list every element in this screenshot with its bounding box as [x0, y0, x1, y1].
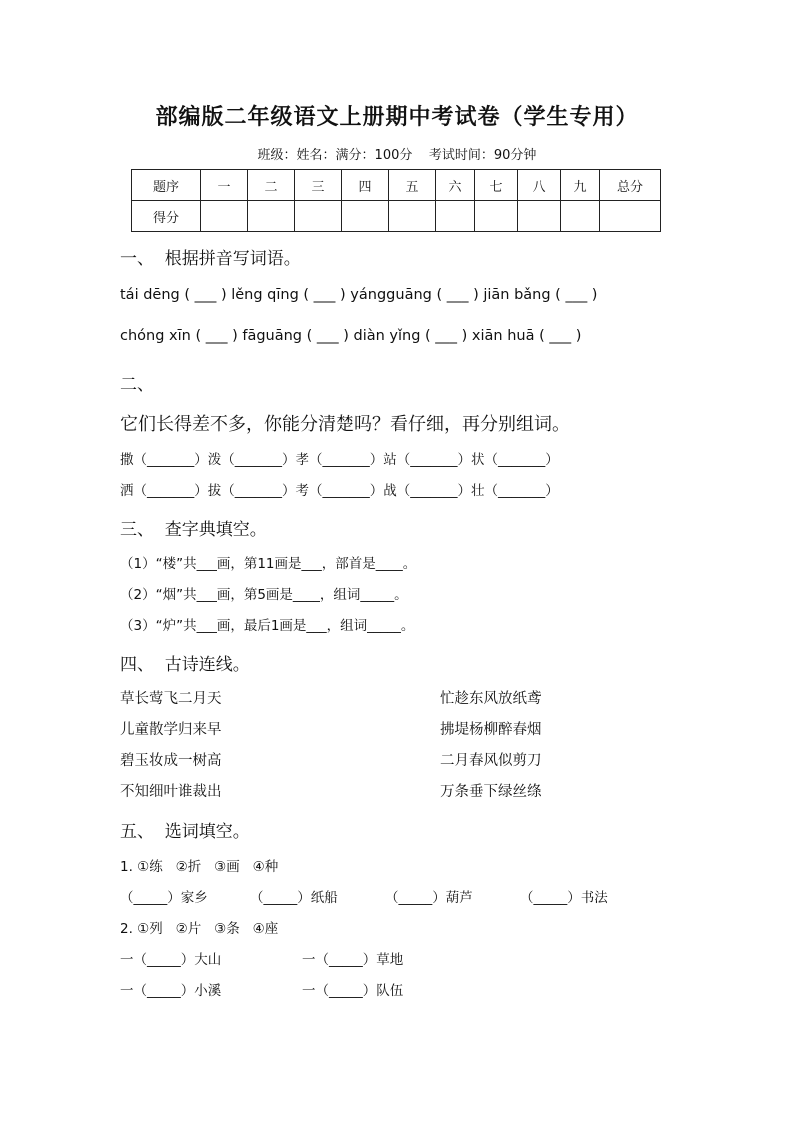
score-header-cell: 五 [389, 170, 436, 201]
section-2-heading: 二、 [120, 375, 154, 395]
q2-blank: 一（_____）小溪 [120, 983, 222, 999]
score-table-score-row [132, 201, 661, 232]
dictionary-item: （1）“楼”共___画，第11画是___，部首是____。 [120, 556, 417, 572]
exam-info: 班级：姓名：满分：100分 考试时间：90分钟 [257, 148, 537, 163]
dictionary-item: （3）“炉”共___画，最后1画是___，组词_____。 [120, 618, 415, 634]
score-cell[interactable] [600, 201, 661, 232]
score-header-cell: 四 [342, 170, 389, 201]
score-cell[interactable] [518, 201, 561, 232]
score-header-cell: 七 [475, 170, 518, 201]
score-cell[interactable] [475, 201, 518, 232]
section-1-heading: 一、 根据拼音写词语。 [120, 249, 301, 269]
score-table [131, 169, 661, 232]
poem-right-line: 万条垂下绿丝绦 [440, 784, 542, 800]
q2-blank: 一（_____）队伍 [302, 983, 404, 999]
section-4-heading: 四、 古诗连线。 [120, 655, 250, 675]
q1-blank: （_____）葫芦 [385, 890, 473, 906]
score-header-cell: 六 [436, 170, 475, 201]
score-table-header-row [132, 170, 661, 201]
section-2-prompt: 它们长得差不多，你能分清楚吗？看仔细，再分别组词。 [120, 414, 570, 435]
score-cell[interactable] [342, 201, 389, 232]
poem-left-line: 儿童散学归来早 [120, 722, 222, 738]
score-cell[interactable] [248, 201, 295, 232]
char-compare-line-2: 洒（_______）拔（_______）考（_______）战（_______）壮（_______） [120, 483, 559, 499]
poem-left-line: 草长莺飞二月天 [120, 691, 222, 707]
score-cell[interactable] [201, 201, 248, 232]
score-cell[interactable] [295, 201, 342, 232]
char-compare-line-1: 撒（_______）泼（_______）孝（_______）站（_______）状（_______） [120, 452, 559, 468]
score-header-cell: 九 [561, 170, 600, 201]
score-header-cell: 二 [248, 170, 295, 201]
q1-blank: （_____）家乡 [120, 890, 208, 906]
poem-right-line: 拂堤杨柳醉春烟 [440, 722, 542, 738]
score-header-cell: 总分 [600, 170, 661, 201]
page-title: 部编版二年级语文上册期中考试卷（学生专用） [155, 104, 639, 130]
pinyin-line-2: chóng xīn ( ___ ) fāguāng ( ___ ) diàn yǐng ( ___ ) xiān huā ( ___ ) [120, 328, 582, 344]
section-3-heading: 三、 查字典填空。 [120, 520, 267, 540]
poem-right-line: 二月春风似剪刀 [440, 753, 542, 769]
poem-right-line: 忙趁东风放纸鸢 [440, 691, 542, 707]
q2-options: 2. ①列 ②片 ③条 ④座 [120, 921, 279, 937]
q1-blank: （_____）纸船 [250, 890, 338, 906]
q2-blank: 一（_____）大山 [120, 952, 222, 968]
dictionary-item: （2）“烟”共___画，第5画是____，组词_____。 [120, 587, 408, 603]
score-cell[interactable] [436, 201, 475, 232]
q1-blank: （_____）书法 [520, 890, 608, 906]
score-cell[interactable] [389, 201, 436, 232]
score-header-cell: 题序 [132, 170, 201, 201]
score-row-label: 得分 [132, 201, 201, 232]
pinyin-line-1: tái dēng ( ___ ) lěng qīng ( ___ ) yángguāng ( ___ ) jiān bǎng ( ___ ) [120, 287, 598, 303]
q1-options: 1. ①练 ②折 ③画 ④种 [120, 859, 279, 875]
q2-blank: 一（_____）草地 [302, 952, 404, 968]
score-header-cell: 三 [295, 170, 342, 201]
poem-left-line: 不知细叶谁裁出 [120, 784, 222, 800]
poem-left-line: 碧玉妆成一树高 [120, 753, 222, 769]
score-header-cell: 八 [518, 170, 561, 201]
score-cell[interactable] [561, 201, 600, 232]
section-5-heading: 五、 选词填空。 [120, 822, 250, 842]
score-header-cell: 一 [201, 170, 248, 201]
